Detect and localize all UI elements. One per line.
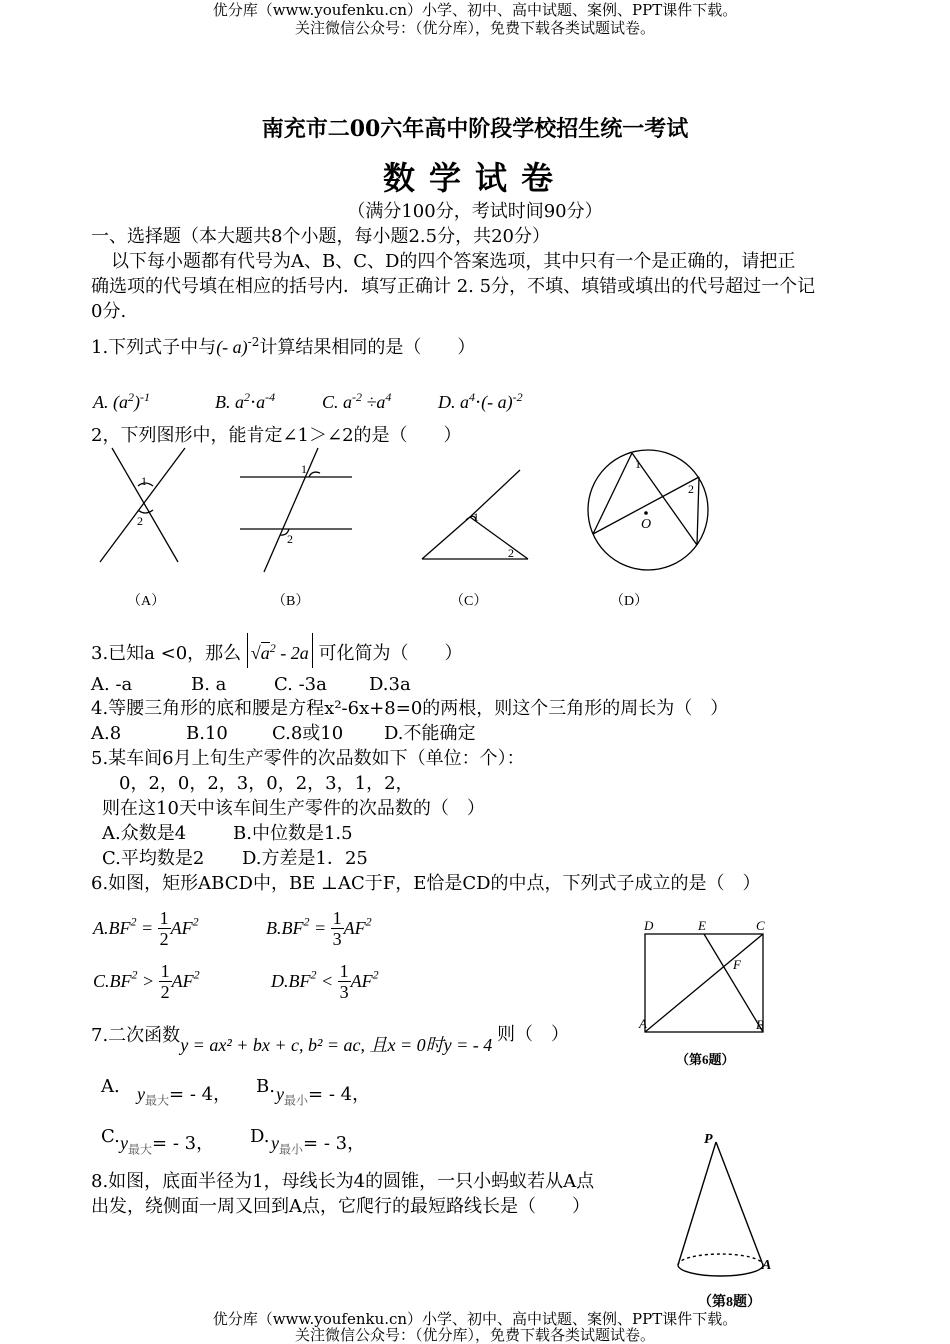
q4-option-b: B.10 xyxy=(186,723,228,744)
q3-option-d: D.3a xyxy=(369,674,411,695)
q5-option-d: D.方差是1．25 xyxy=(242,848,368,869)
q5-data: 0，2，0，2，3，0，2，3，1，2， xyxy=(119,773,414,794)
q2-caption-d: （D） xyxy=(610,594,649,609)
q1-option-c: C. $a^{-2} \div a^4$ xyxy=(322,390,392,412)
footer-line-2: 关注微信公众号：（优分库），免费下载各类试题试卷。 xyxy=(294,1326,655,1344)
q8-line-1: 8.如图，底面半径为1，母线长为4的圆锥，一只小蚂蚁若从A点 xyxy=(91,1171,595,1192)
header-line-1: 优分库（www.youfenku.cn）小学、初中、高中试题、案例、PPT课件下载。 xyxy=(212,1,738,19)
q6-stem: 6.如图，矩形ABCD中，BE ⊥AC于F，E恰是CD的中点，下列式子成立的是（ ） xyxy=(91,873,761,894)
q8-line-2: 出发，绕侧面一周又回到A点，它爬行的最短路线长是（ ） xyxy=(91,1196,590,1217)
q6-label-e: E xyxy=(698,918,706,933)
q5-ask: 则在这10天中该车间生产零件的次品数的（ ） xyxy=(102,798,485,819)
q7-option-d-label: D. xyxy=(250,1126,270,1147)
q6-option-a: $A.BF^2$ = $\frac{1}{2}$ $AF^2$ xyxy=(93,908,199,949)
q6-label-b: B xyxy=(756,1017,764,1032)
q2d-center-dot xyxy=(644,511,648,515)
q8-label-a: A xyxy=(762,1258,772,1273)
q7-option-d: $y_{最小}= - 3$， xyxy=(271,1133,366,1157)
q6-label-a: A xyxy=(639,1016,647,1031)
q2-figure-b xyxy=(240,448,352,572)
q2d-label-1: 1 xyxy=(635,457,641,471)
q6-figure-caption: （第6题） xyxy=(676,1052,735,1067)
exam-subject: 数学试卷 xyxy=(382,159,567,197)
q6-option-c: $C.BF^2$ > $\frac{1}{2}$ $AF^2$ xyxy=(93,961,200,1002)
q2a-label-2: 2 xyxy=(137,514,143,528)
q2-figure-d xyxy=(588,450,708,570)
q2d-label-2: 2 xyxy=(688,482,694,496)
q2-caption-b: （B） xyxy=(272,594,310,609)
q2a-label-1: 1 xyxy=(141,474,147,488)
q6-option-b: $B.BF^2$ = $\frac{1}{3}$ $AF^2$ xyxy=(266,908,372,949)
q2d-label-o: O xyxy=(641,517,652,532)
exam-title: 南充市二00六年高中阶段学校招生统一考试 xyxy=(261,116,689,142)
exam-info: （满分100分，考试时间90分） xyxy=(347,201,603,222)
q7-option-b: $y_{最小}= - 4$， xyxy=(276,1084,371,1108)
q7-option-b-label: B. xyxy=(256,1076,275,1097)
q7-option-a: $y_{最大}= - 4$， xyxy=(137,1084,232,1108)
q2b-label-2: 2 xyxy=(287,532,293,546)
q4-option-d: D.不能确定 xyxy=(384,723,476,744)
instructions-line-2: 确选项的代号填在相应的括号内．填写正确计 2. 5分，不填、填错或填出的代号超过一个记 xyxy=(91,276,816,297)
q4-option-c: C.8或10 xyxy=(272,723,344,744)
q7-option-a-label: A. xyxy=(101,1076,120,1097)
q7-option-c-label: C. xyxy=(101,1126,120,1147)
q4-option-a: A.8 xyxy=(91,723,122,744)
q2-figures xyxy=(90,440,730,620)
instructions-line-3: 0分. xyxy=(91,301,127,322)
q3-stem: 3.已知a <0，那么 $√a^2 - 2a$ 可化简为（ ） xyxy=(91,633,463,668)
q7-stem: 7.二次函数y = ax² + bx + c, b² = ac, 且x = 0时y = - 4 xyxy=(91,1025,493,1055)
q2-stem: 2，下列图形中，能肯定∠1＞∠2的是（ ） xyxy=(91,425,462,446)
q3-option-b: B. a xyxy=(191,674,227,695)
q6-label-d: D xyxy=(644,918,654,933)
q2-caption-c: （C） xyxy=(450,594,488,609)
q8-figure-caption: （第8题） xyxy=(698,1295,761,1310)
q6-label-c: C xyxy=(756,918,765,933)
q6-label-f: F xyxy=(733,957,741,972)
q3-option-c: C. -3a xyxy=(274,674,327,695)
q1-option-b: B. $a^2\cdot a^{-4}$ xyxy=(215,390,276,412)
q1-stem: 1.下列式子中与(- a)$^{-2}$计算结果相同的是（ ） xyxy=(91,335,476,358)
q5-option-a: A.众数是4 xyxy=(102,823,187,844)
q2c-label-2: 2 xyxy=(508,546,514,560)
q5-stem: 5.某车间6月上旬生产零件的次品数如下（单位：个）： xyxy=(91,748,525,769)
q2-figure-a xyxy=(100,448,185,562)
instructions-line-1: 以下每小题都有代号为A、B、C、D的四个答案选项，其中只有一个是正确的，请把正 xyxy=(111,251,796,272)
q2b-label-1: 1 xyxy=(301,462,307,476)
q4-stem: 4.等腰三角形的底和腰是方程x²-6x+8=0的两根，则这个三角形的周长为（ ） xyxy=(91,698,729,719)
header-line-2: 关注微信公众号：（优分库），免费下载各类试题试卷。 xyxy=(294,19,655,37)
q1-option-a: A. $(a^2)^{-1}$ xyxy=(93,390,150,412)
q1-option-d: D. $a^4\cdot(-$ a)$^{-2}$ xyxy=(438,390,523,412)
q3-option-a: A. -a xyxy=(91,674,133,695)
q7-option-c: $y_{最大}= - 3$， xyxy=(120,1133,215,1157)
q2c-label-1: 1 xyxy=(473,510,479,524)
q5-option-b: B.中位数是1.5 xyxy=(233,823,353,844)
q8-figure xyxy=(668,1126,788,1314)
q2-caption-a: （A） xyxy=(127,594,166,609)
q6-figure xyxy=(632,914,782,1074)
q8-label-p: P xyxy=(704,1132,713,1147)
section-heading: 一、选择题（本大题共8个小题，每小题2.5分，共20分） xyxy=(91,226,550,247)
footer-line-1: 优分库（www.youfenku.cn）小学、初中、高中试题、案例、PPT课件下载。 xyxy=(212,1310,738,1328)
q6-option-d: $D.BF^2$ < $\frac{1}{3}$ $AF^2$ xyxy=(271,961,379,1002)
q5-option-c: C.平均数是2 xyxy=(102,848,205,869)
q7-then: 则（ ） xyxy=(497,1024,569,1045)
